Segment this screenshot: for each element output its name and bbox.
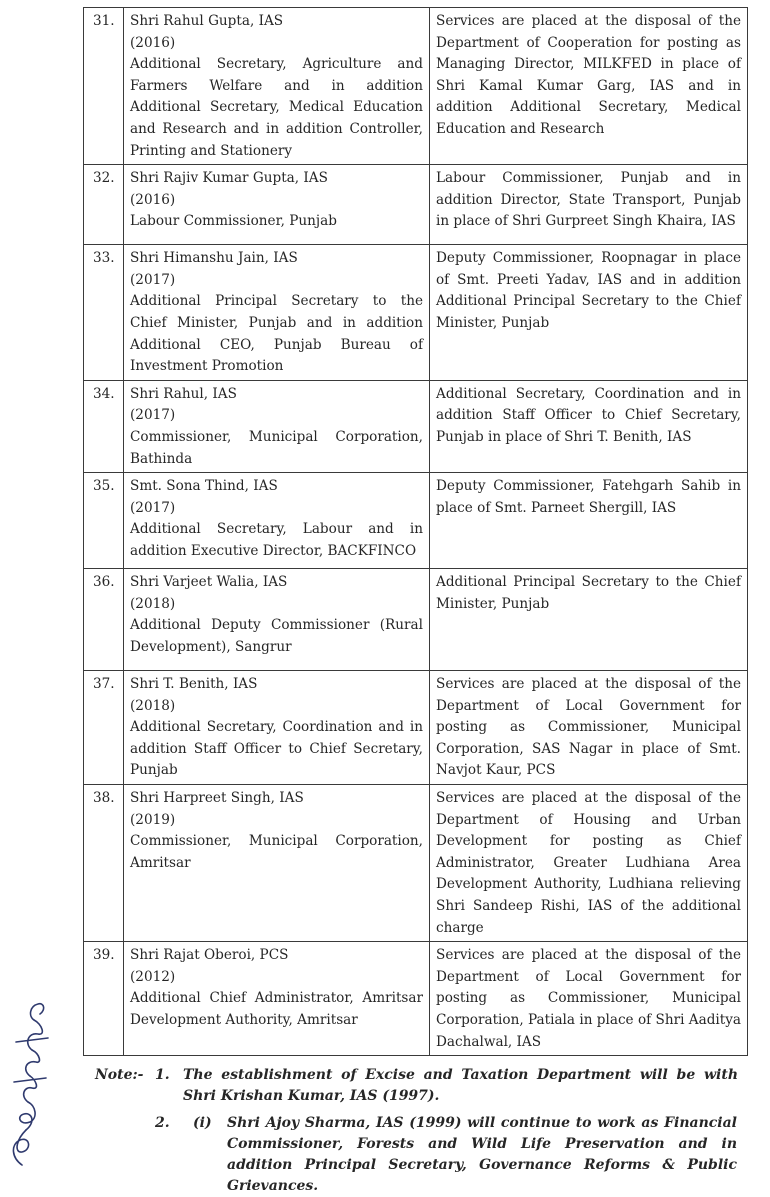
transfer-orders-table [83,7,748,1056]
note-item-number: 1. [155,1067,170,1083]
note-label: Note:- [95,1067,144,1083]
officer-cell [124,473,430,569]
new-posting-text: Services are placed at the disposal of the Department of Cooperation for posting as Managing Director, MILKFED in place of Shri Kamal Kumar Garg, IAS and in addition Additional Secretary, Medical Education and Research [436,13,741,137]
officer-batch: (2012) [130,968,176,985]
new-posting-cell [430,380,748,472]
note-item-sub-number: (i) [193,1115,212,1131]
new-posting-text: Additional Principal Secretary to the Chief Minister, Punjab [436,574,741,612]
officer-batch: (2017) [130,407,176,424]
officer-name: Shri Rahul Gupta, IAS [130,13,284,29]
serial-number-cell: 34. [84,380,124,472]
officer-cell [124,942,430,1056]
current-posting: Labour Commissioner, Punjab [130,213,337,230]
new-posting-text: Deputy Commissioner, Fatehgarh Sahib in place of Smt. Parneet Shergill, IAS [436,478,741,516]
current-posting: Commissioner, Municipal Corporation, Bathinda [130,428,423,467]
table-row [84,942,748,1056]
table-row [84,245,748,381]
officer-name: Shri Rajiv Kumar Gupta, IAS [130,170,328,187]
officer-cell [124,8,430,165]
serial-number-cell: 33. [84,245,124,381]
new-posting-text: Services are placed at the disposal of the Department of Local Government for posting as Commissioner, Municipal Corporation, SAS Nagar in place of Smt. Navjot Kaur, PCS [436,676,741,779]
officer-name: Shri Rahul, IAS [130,385,237,402]
new-posting-text: Services are placed at the disposal of the Department of Local Government for posting as Commissioner, Municipal Corporation, Patiala in place of Shri Aaditya Dachalwal, IAS [436,947,741,1050]
table-row [84,785,748,942]
new-posting-text: Deputy Commissioner, Roopnagar in place of Smt. Preeti Yadav, IAS and in addition Additional Principal Secretary to the Chief Minister, Punjab [436,250,741,331]
officer-batch: (2017) [130,271,176,288]
serial-number-cell: 32. [84,165,124,245]
current-posting: Additional Principal Secretary to the Chief Minister, Punjab and in addition Additional CEO, Punjab Bureau of Investment Promotion [130,293,423,375]
officer-name: Shri Varjeet Walia, IAS [130,574,288,591]
new-posting-cell [430,165,748,245]
current-posting: Additional Secretary, Labour and in addition Executive Director, BACKFINCO [130,521,423,559]
officer-batch: (2018) [130,595,176,612]
officer-name: Shri Himanshu Jain, IAS [130,250,298,267]
current-posting: Additional Secretary, Coordination and in addition Staff Officer to Chief Secretary, Punjab [130,719,423,779]
serial-number-cell: 31. [84,8,124,165]
serial-number-cell: 36. [84,569,124,671]
officer-batch: (2017) [130,499,176,516]
serial-number-cell: 35. [84,473,124,569]
officer-cell [124,245,430,381]
officer-batch: (2019) [130,811,176,828]
table-row [84,569,748,671]
new-posting-cell [430,942,748,1056]
new-posting-cell [430,671,748,785]
table-row [84,671,748,785]
table-row [84,380,748,472]
new-posting-cell [430,8,748,165]
officer-batch: (2016) [130,191,176,208]
officer-cell [124,785,430,942]
new-posting-text: Services are placed at the disposal of the Department of Housing and Urban Development for posting as Chief Administrator, Greater Ludhiana Area Development Authority, Ludhiana relieving Shri Sandeep Rishi, IAS of the additional charge [436,790,741,936]
new-posting-cell [430,785,748,942]
officer-cell [124,380,430,472]
new-posting-cell [430,569,748,671]
officer-name: Shri Rajat Oberoi, PCS [130,947,289,964]
officer-name: Shri Harpreet Singh, IAS [130,790,304,807]
officer-cell [124,165,430,245]
new-posting-cell [430,245,748,381]
serial-number-cell: 37. [84,671,124,785]
officer-name: Smt. Sona Thind, IAS [130,478,278,495]
table-body [84,8,748,1056]
new-posting-cell [430,473,748,569]
officer-cell [124,569,430,671]
handwritten-signature [2,990,62,1170]
officer-cell [124,671,430,785]
current-posting: Additional Chief Administrator, Amritsar Development Authority, Amritsar [130,990,423,1029]
note-item-number: 2. [155,1115,170,1131]
new-posting-text: Additional Secretary, Coordination and in addition Staff Officer to Chief Secretary, Punjab in place of Shri T. Benith, IAS [436,385,741,445]
table-row [84,165,748,245]
current-posting: Additional Secretary, Agriculture and Farmers Welfare and in addition Additional Secretary, Medical Education and Research and in addition Controller, Printing and Stationery [130,56,423,159]
current-posting: Additional Deputy Commissioner (Rural Development), Sangrur [130,617,423,655]
current-posting: Commissioner, Municipal Corporation, Amritsar [130,833,423,871]
new-posting-text: Labour Commissioner, Punjab and in addition Director, State Transport, Punjab in place of Shri Gurpreet Singh Khaira, IAS [436,170,741,230]
table-row [84,8,748,165]
officer-batch: (2016) [130,34,176,51]
serial-number-cell: 39. [84,942,124,1056]
table-row [84,473,748,569]
note-item-text: The establishment of Excise and Taxation Department will be with Shri Krishan Kumar, IAS (1997). [183,1067,738,1104]
serial-number-cell: 38. [84,785,124,942]
note-item-text: Shri Ajoy Sharma, IAS (1999) will continue to work as Financial Commissioner, Forests and Wild Life Preservation and in addition Principal Secretary, Governance Reforms & Public Grievances. [227,1115,737,1194]
officer-name: Shri T. Benith, IAS [130,676,258,693]
officer-batch: (2018) [130,697,176,714]
